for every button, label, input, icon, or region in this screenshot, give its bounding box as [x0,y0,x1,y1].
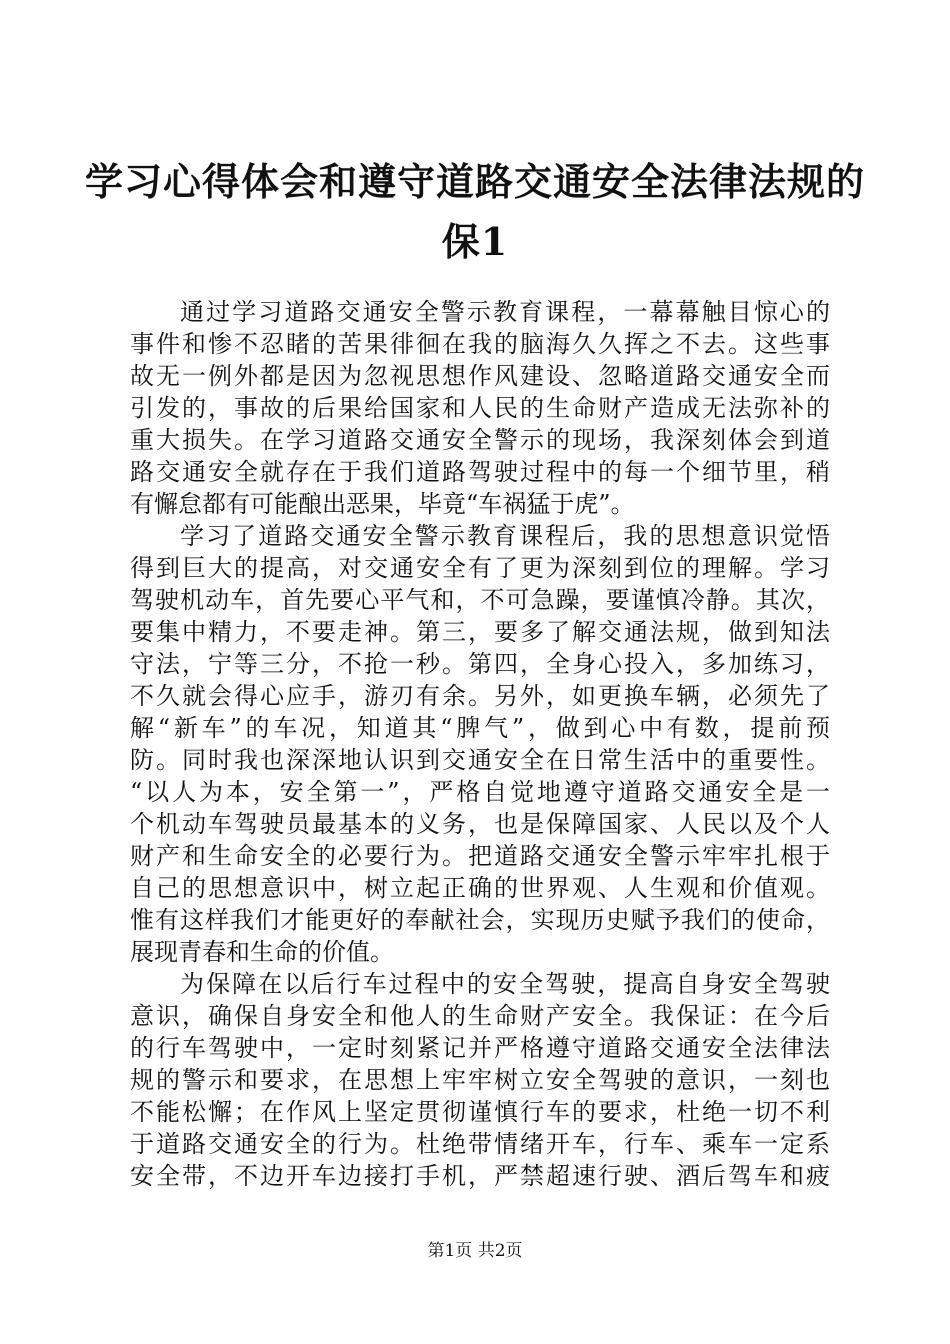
body-line: “以人为本，安全第一”，严格自觉地遵守道路交通安全是一 [130,778,830,806]
document-title-line-1: 学习心得体会和遵守道路交通安全法律法规的 [84,159,865,204]
body-line: 有懈怠都有可能酿出恶果，毕竟“车祸猛于虎”。 [130,490,635,518]
body-line: 重大损失。在学习道路交通安全警示的现场，我深刻体会到道 [130,426,830,454]
body-line: 驾驶机动车，首先要心平气和，不可急躁，要谨慎冷静。其次， [130,586,830,614]
body-line: 故无一例外都是因为忽视思想作风建设、忽略道路交通安全而 [130,362,830,390]
document-body [130,296,830,1192]
body-line: 自己的思想意识中，树立起正确的世界观、人生观和价值观。 [130,874,830,902]
body-line: 惟有这样我们才能更好的奉献社会，实现历史赋予我们的使命， [130,906,830,934]
body-line: 通过学习道路交通安全警示教育课程，一幕幕触目惊心的 [180,298,830,326]
body-line: 解“新车”的车况，知道其“脾气”，做到心中有数，提前预 [130,714,830,742]
body-line: 安全带，不边开车边接打手机，严禁超速行驶、酒后驾车和疲 [130,1162,830,1190]
body-line: 引发的，事故的后果给国家和人民的生命财产造成无法弥补的 [130,394,830,422]
body-line: 财产和生命安全的必要行为。把道路交通安全警示牢牢扎根于 [130,842,830,870]
body-line: 不久就会得心应手，游刃有余。另外，如更换车辆，必须先了 [130,682,830,710]
body-line: 事件和惨不忍睹的苦果徘徊在我的脑海久久挥之不去。这些事 [130,330,830,358]
body-line: 为保障在以后行车过程中的安全驾驶，提高自身安全驾驶 [180,970,830,998]
body-line: 个机动车驾驶员最基本的义务，也是保障国家、人民以及个人 [130,810,830,838]
body-line: 意识，确保自身安全和他人的生命财产安全。我保证：在今后 [130,1002,830,1030]
body-line: 不能松懈；在作风上坚定贯彻谨慎行车的要求，杜绝一切不利 [130,1098,830,1126]
body-line: 防。同时我也深深地认识到交通安全在日常生活中的重要性。 [130,746,830,774]
body-line: 于道路交通安全的行为。杜绝带情绪开车，行车、乘车一定系 [130,1130,830,1158]
body-line: 规的警示和要求，在思想上牢牢树立安全驾驶的意识，一刻也 [130,1066,830,1094]
page-footer: 第1页 共2页 [427,1241,523,1261]
body-line: 学习了道路交通安全警示教育课程后，我的思想意识觉悟 [180,522,830,550]
document-title-line-2: 保1 [441,219,509,264]
body-line: 的行车驾驶中，一定时刻紧记并严格遵守道路交通安全法律法 [130,1034,830,1062]
body-line: 要集中精力，不要走神。第三，要多了解交通法规，做到知法 [130,618,830,646]
body-line: 守法，宁等三分，不抢一秒。第四，全身心投入，多加练习， [130,650,830,678]
body-line: 展现青春和生命的价值。 [130,938,394,966]
body-line: 路交通安全就存在于我们道路驾驶过程中的每一个细节里，稍 [130,458,830,486]
body-line: 得到巨大的提高，对交通安全有了更为深刻到位的理解。学习 [130,554,830,582]
